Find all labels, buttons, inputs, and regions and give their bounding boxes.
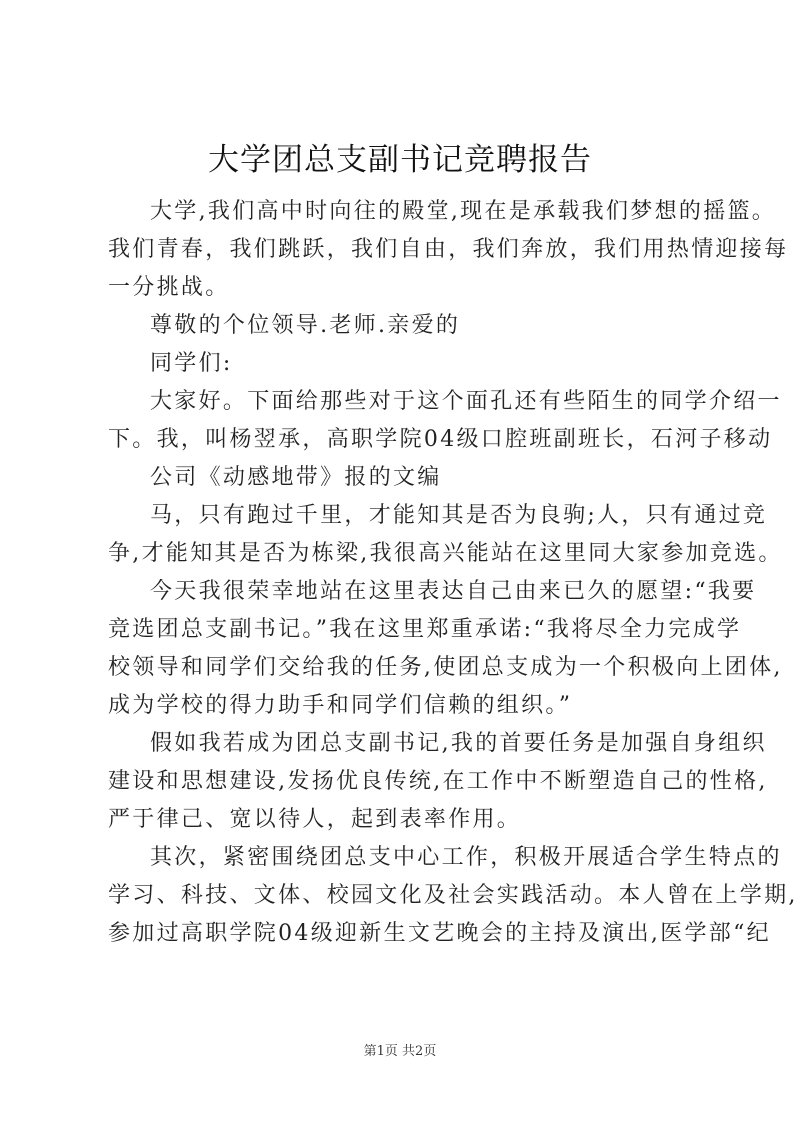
body-line: 竞选团总支副书记。”我在这里郑重承诺:“我将尽全力完成学 <box>108 617 742 642</box>
body-line: 其次，紧密围绕团总支中心工作，积极开展适合学生特点的 <box>150 845 782 870</box>
body-line: 校领导和同学们交给我的任务,使团总支成为一个积极向上团体, <box>108 655 783 680</box>
body-line: 学习、科技、文体、校园文化及社会实践活动。本人曾在上学期, <box>108 883 798 908</box>
body-line: 今天我很荣幸地站在这里表达自己由来已久的愿望:“我要 <box>150 579 757 604</box>
body-line: 参加过高职学院04级迎新生文艺晚会的主持及演出,医学部“纪 <box>108 921 771 946</box>
body-line: 大家好。下面给那些对于这个面孔还有些陌生的同学介绍一 <box>150 389 782 414</box>
body-line: 建设和思想建设,发扬优良传统,在工作中不断塑造自己的性格, <box>108 769 768 794</box>
page-indicator: 第1页 共2页 <box>363 1044 437 1059</box>
body-line: 尊敬的个位领导.老师.亲爱的 <box>150 313 461 338</box>
body-line: 一分挑战。 <box>108 275 230 300</box>
body-line: 我们青春，我们跳跃，我们自由，我们奔放，我们用热情迎接每 <box>108 237 789 262</box>
body-line: 严于律己、宽以待人，起到表率作用。 <box>108 807 522 832</box>
body-line: 大学,我们高中时向往的殿堂,现在是承载我们梦想的摇篮。 <box>150 199 777 224</box>
body-line: 马，只有跑过千里，才能知其是否为良驹;人，只有通过竞 <box>150 503 768 528</box>
body-line: 同学们: <box>150 351 233 376</box>
document-title: 大学团总支副书记竞聘报告 <box>208 142 592 178</box>
body-line: 争,才能知其是否为栋梁,我很高兴能站在这里同大家参加竞选。 <box>108 541 783 566</box>
body-line: 成为学校的得力助手和同学们信赖的组织。” <box>108 693 573 718</box>
body-line: 假如我若成为团总支副书记,我的首要任务是加强自身组织 <box>150 731 767 756</box>
document-body <box>108 193 798 953</box>
body-line: 公司《动感地带》报的文编 <box>150 465 442 490</box>
body-line: 下。我，叫杨翌承，高职学院04级口腔班副班长，石河子移动 <box>108 427 773 452</box>
